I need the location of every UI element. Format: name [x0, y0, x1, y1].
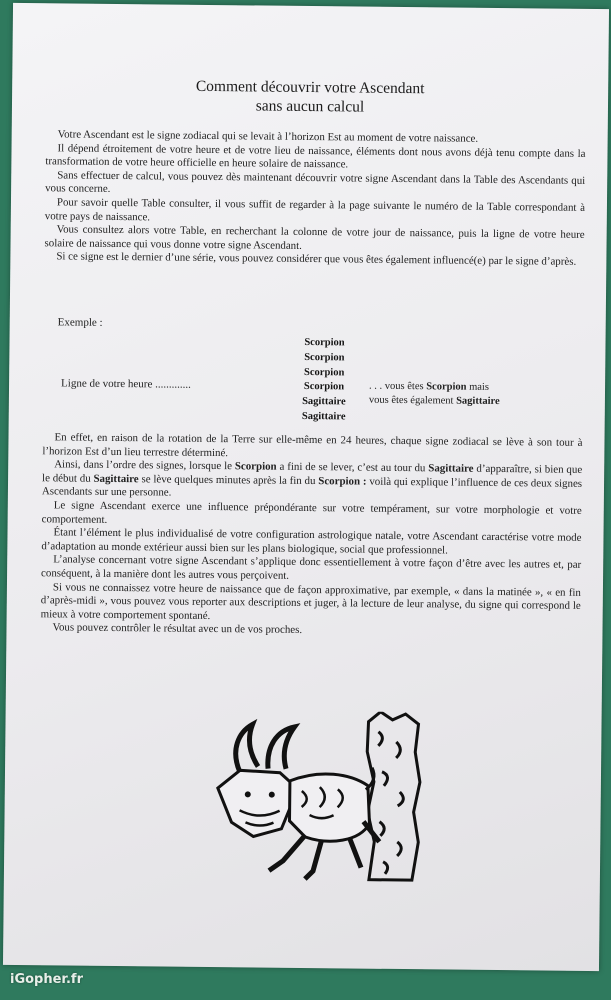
sign-name: Sagittaire: [428, 462, 474, 475]
example-label: Exemple :: [57, 316, 103, 329]
text-run: a fini de se lever, c’est au tour du: [276, 460, 429, 475]
result-text: mais: [466, 381, 490, 393]
intro-paragraph: Votre Ascendant est le signe zodiacal qui se levait à l’horizon Est au moment de votre naissance.: [57, 128, 479, 145]
body-paragraph: En effet, en raison de la rotation de la Terre sur elle-même en 24 heures, chaque signe zodiacal se lève à son tour à l’horizon Est d’un lieu terrestre déterminé.: [42, 431, 583, 459]
sign-name: Scorpion: [234, 460, 277, 473]
example-result-1: [369, 381, 489, 393]
text-run: se lève quelques minutes après la fin du: [138, 473, 319, 487]
intro-paragraph: Vous consultez alors votre Table, en recherchant la colonne de votre jour de naissance, puis la ligne de votre heure solaire de naissance qui vous donne votre signe Ascendant.: [44, 223, 585, 252]
page-subtitle: sans aucun calcul: [255, 97, 365, 116]
body-paragraph: Le signe Ascendant exerce une influence prépondérante sur votre tempérament, sur votre morphologie et votre comportement.: [41, 499, 582, 526]
text-run: voilà qui explique l’influence de ces deux signes Ascendants sur une personne.: [41, 475, 583, 499]
result-text: . . . vous êtes: [369, 380, 427, 393]
intro-paragraph: Pour savoir quelle Table consulter, il vous suffit de regarder à la page suivante le numéro de la Table correspondant à votre pays de naissance.: [44, 196, 586, 223]
intro-paragraph: Si ce signe est le dernier d’une série, vous pouvez considérer que vous êtes également influencé(e) par le signe d’après.: [56, 250, 577, 269]
example-sign-column: [289, 336, 360, 426]
capricorn-woodcut-illustration: [209, 710, 426, 882]
example-sign: Scorpion: [304, 336, 345, 349]
result-sign: Sagittaire: [456, 395, 500, 408]
body-paragraph: Vous pouvez contrôler le résultat avec un de vos proches.: [52, 621, 303, 637]
example-sign: Scorpion: [304, 351, 345, 364]
watermark-text: iGopher.fr: [10, 972, 83, 987]
example-sign: Sagittaire: [302, 396, 346, 408]
intro-paragraph: Il dépend étroitement de votre heure et de votre lieu de naissance, éléments dont nous avons déjà tenu compte dans la transformation de votre heure officielle en heure solaire de naissance.: [45, 141, 586, 171]
sign-name: Sagittaire: [93, 472, 139, 486]
body-paragraph: L’analyse concernant votre signe Ascendant s’applique donc essentiellement à votre façon d’être avec les autres et, par conséquent, à la manière dont les autres vous perçoivent.: [41, 553, 582, 582]
body-paragraph: [42, 458, 582, 504]
result-text: vous êtes également: [368, 394, 457, 407]
intro-paragraph: Sans effectuer de calcul, vous pouvez dès maintenant découvrir votre signe Ascendant dans la Table des Ascendants qui vous concerne.: [45, 169, 586, 196]
book-page: [3, 3, 609, 971]
body-paragraph: Si vous ne connaissez votre heure de naissance que de façon approximative, par exemple, « dans la matinée », « en fin d’après-midi », vous pouvez vous reporter aux descriptions et juger, à la lecture de leur analyse, du signe qui correspond le mieux à votre comportement spontané.: [40, 580, 581, 622]
intro-text: [44, 128, 585, 270]
body-paragraph: Étant l’élément le plus individualisé de votre configuration astrologique natale, votre Ascendant caractérise votre mode d’adaptation au monde extérieur aussi bien sur les plans biologique, social que professionnel.: [41, 526, 582, 557]
example-result-2: [369, 395, 500, 407]
example-sign: Scorpion: [303, 381, 345, 393]
example-sign: Scorpion: [304, 366, 345, 378]
sign-name: Scorpion :: [318, 474, 367, 488]
result-sign: Scorpion: [426, 381, 467, 393]
explanation-text: [40, 431, 582, 641]
text-run: d’apparaître, si bien que le début du: [42, 462, 583, 485]
text-run: Ainsi, dans l’ordre des signes, lorsque le: [54, 458, 235, 473]
page-title: Comment découvrir votre Ascendant: [195, 77, 425, 98]
example-row-label: Ligne de votre heure .............: [61, 377, 191, 391]
example-sign: Sagittaire: [301, 410, 346, 423]
